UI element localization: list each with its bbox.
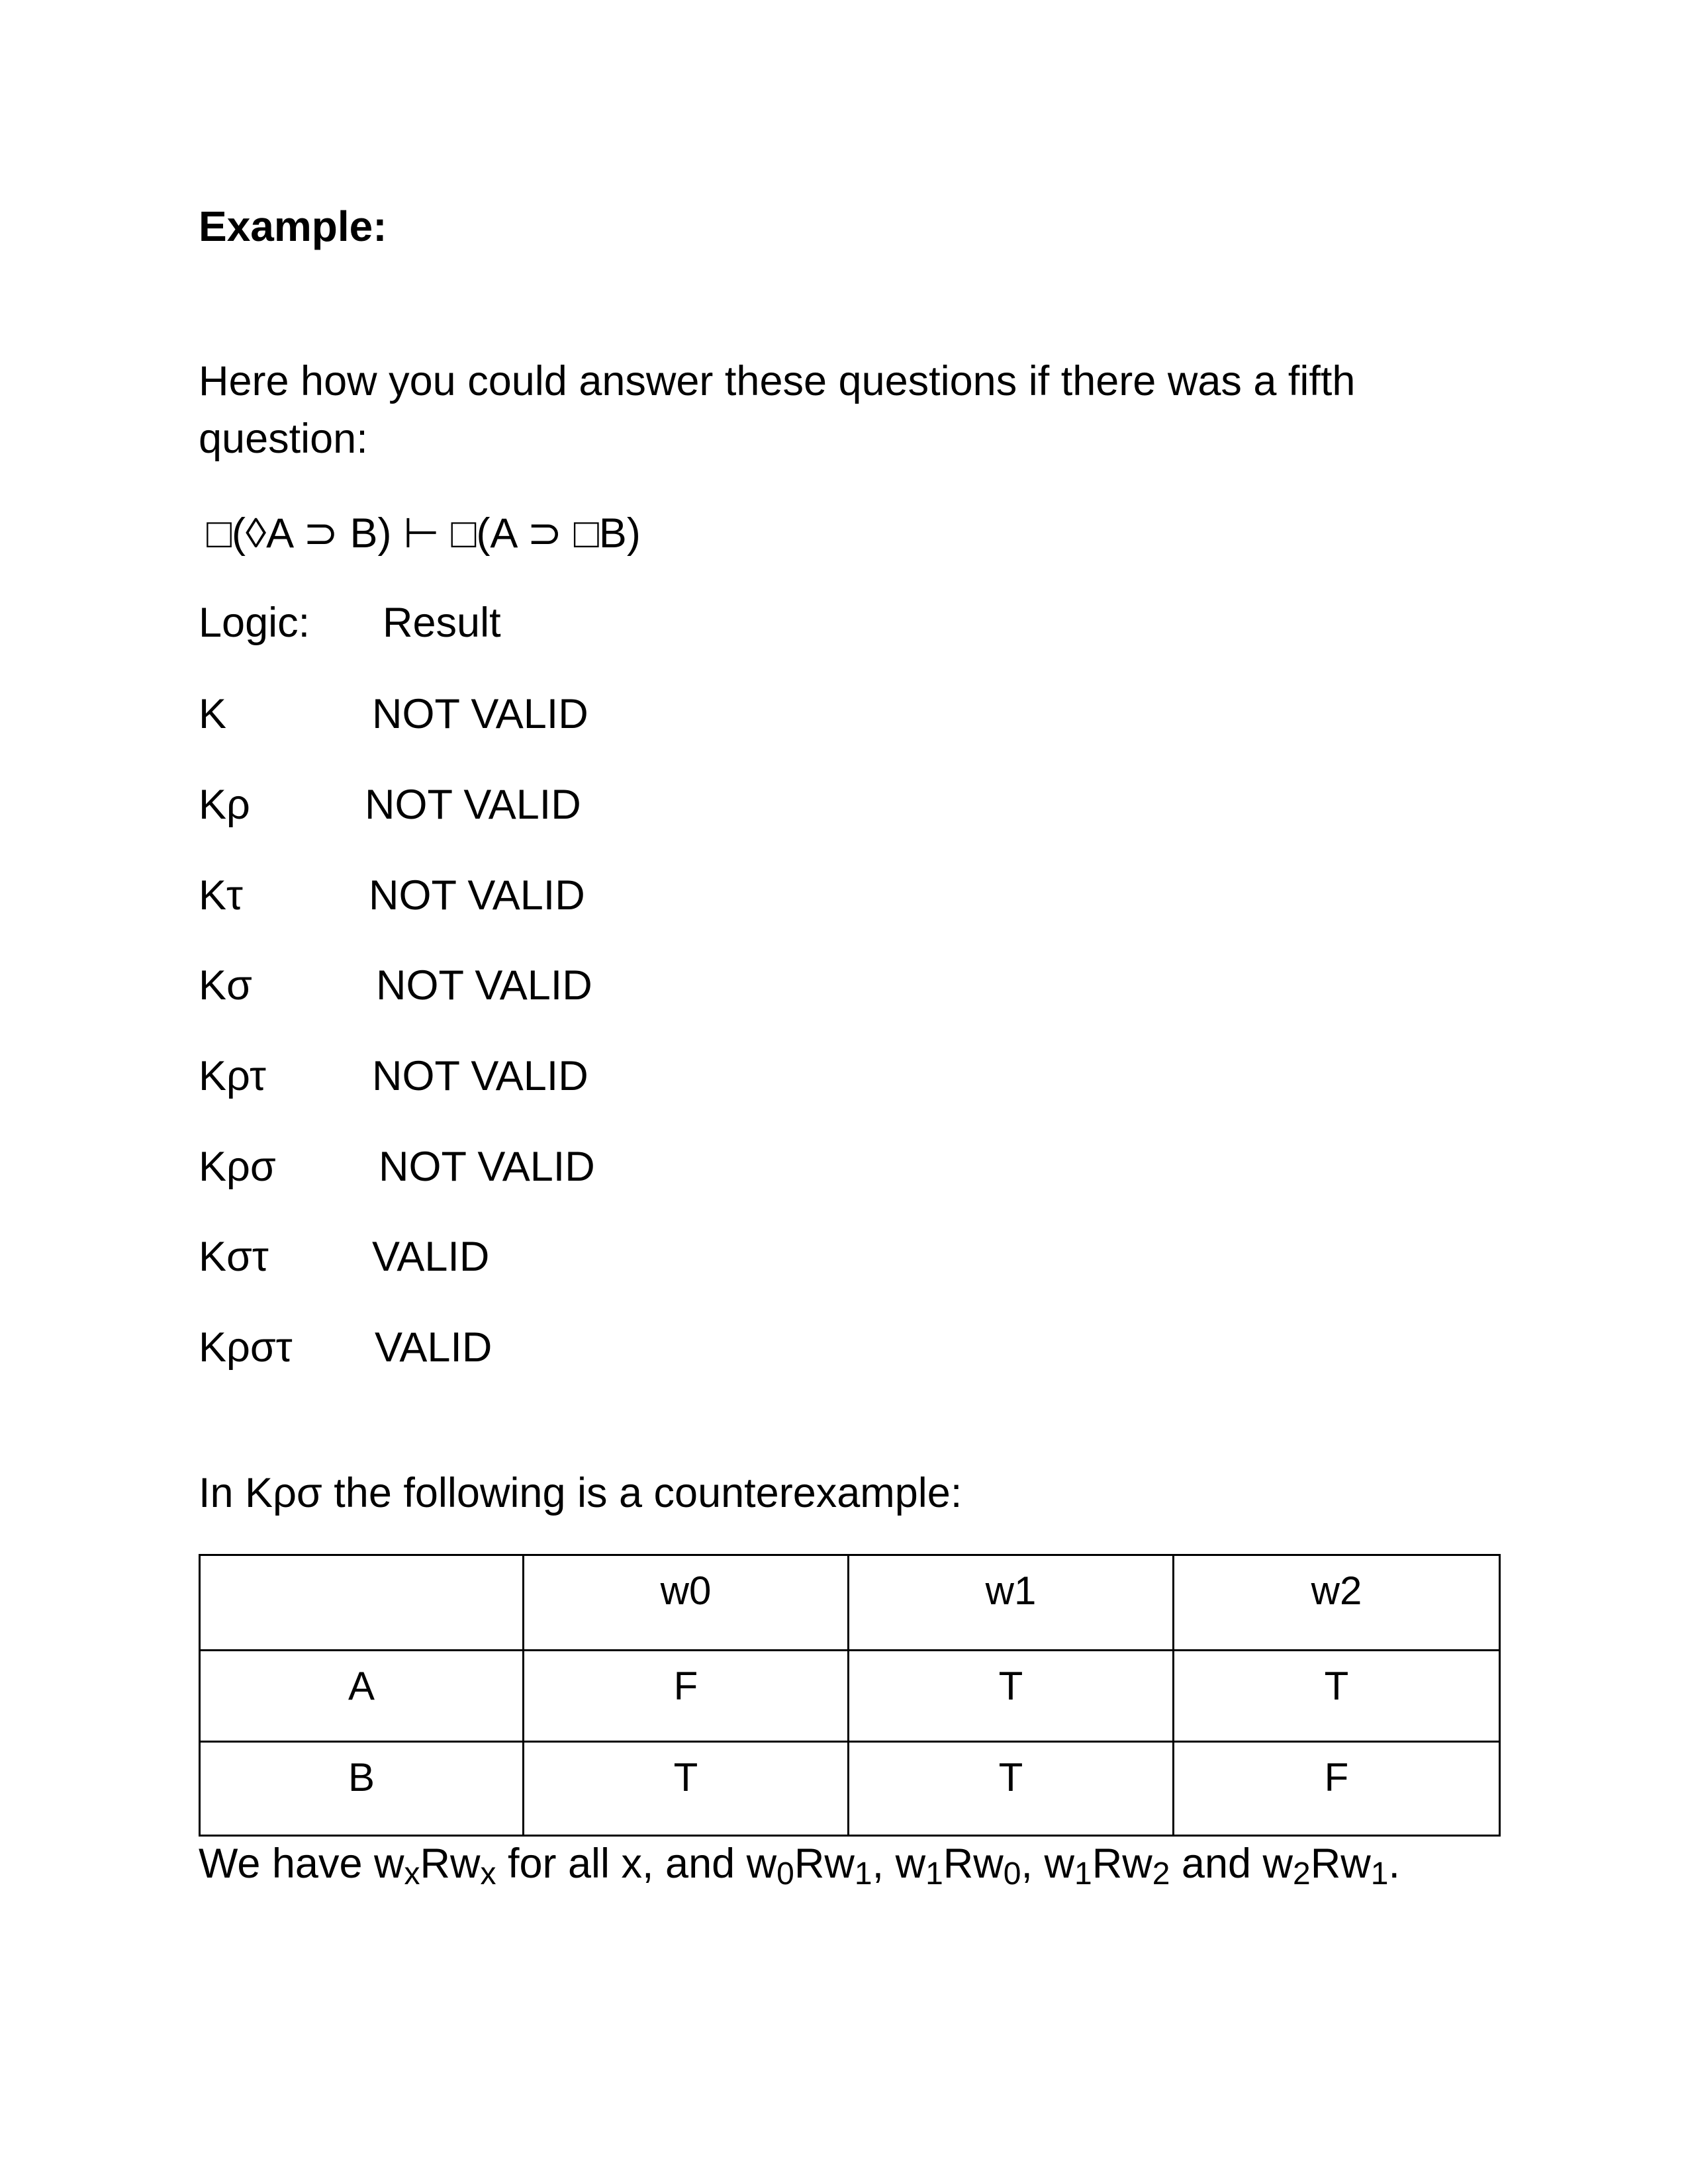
table-row-label: A (200, 1651, 524, 1742)
relation-text: We have w (199, 1841, 404, 1887)
intro-line-2: question: (199, 416, 368, 462)
intro-line-1: Here how you could answer these questions if there was a fifth (199, 358, 1356, 404)
table-header-cell: w0 (524, 1555, 849, 1651)
relation-subscript: 1 (854, 1856, 872, 1891)
relation-text: . (1388, 1841, 1400, 1887)
relation-note (199, 1843, 1400, 1890)
table-cell: F (524, 1651, 849, 1742)
result-value: VALID (375, 1324, 492, 1371)
result-logic: Kρ (199, 782, 250, 828)
table-header-cell: w1 (849, 1555, 1174, 1651)
relation-text: Rw (420, 1841, 481, 1887)
relation-subscript: 2 (1152, 1856, 1170, 1891)
result-value: NOT VALID (372, 1053, 588, 1099)
counterexample-intro: In Kρσ the following is a counterexample: (199, 1470, 962, 1516)
result-logic: K (199, 691, 227, 737)
heading: Example: (199, 203, 387, 250)
results-header-result: Result (383, 600, 501, 646)
relation-text: Rw (1092, 1841, 1152, 1887)
result-logic: Kρστ (199, 1324, 293, 1371)
relation-text: , w (872, 1841, 926, 1887)
result-logic: Kσ (199, 962, 252, 1009)
table-cell: T (849, 1651, 1174, 1742)
relation-text: and w (1170, 1841, 1293, 1887)
result-value: NOT VALID (372, 691, 588, 737)
table-header-row (200, 1555, 1500, 1651)
relation-subscript: 2 (1293, 1856, 1311, 1891)
table-cell: T (849, 1742, 1174, 1836)
table-cell: T (1174, 1651, 1500, 1742)
relation-subscript: 1 (1370, 1856, 1389, 1891)
results-header-logic: Logic: (199, 600, 310, 646)
relation-subscript: x (404, 1856, 420, 1891)
result-value: NOT VALID (369, 872, 585, 919)
result-value: NOT VALID (379, 1144, 595, 1190)
relation-text: , w (1021, 1841, 1075, 1887)
counterexample-table (199, 1554, 1501, 1837)
result-value: NOT VALID (376, 962, 592, 1009)
relation-subscript: x (480, 1856, 496, 1891)
table-row-label: B (200, 1742, 524, 1836)
relation-subscript: 1 (1074, 1856, 1092, 1891)
relation-subscript: 0 (776, 1856, 794, 1891)
table-cell: F (1174, 1742, 1500, 1836)
table-cell (200, 1555, 524, 1651)
formula: □(◊A ⊃ B) ⊢ □(A ⊃ □B) (207, 510, 641, 557)
table-row (200, 1742, 1500, 1836)
relation-text: Rw (943, 1841, 1004, 1887)
relation-subscript: 0 (1003, 1856, 1021, 1891)
result-logic: Kστ (199, 1234, 269, 1280)
table-header-cell: w2 (1174, 1555, 1500, 1651)
result-logic: Kρσ (199, 1144, 276, 1190)
relation-text: Rw (794, 1841, 855, 1887)
relation-text: Rw (1310, 1841, 1371, 1887)
result-value: NOT VALID (365, 782, 581, 828)
result-value: VALID (372, 1234, 490, 1280)
relation-subscript: 1 (925, 1856, 943, 1891)
result-logic: Kτ (199, 872, 243, 919)
table-cell: T (524, 1742, 849, 1836)
relation-text: for all x, and w (496, 1841, 777, 1887)
table-row (200, 1651, 1500, 1742)
result-logic: Kρτ (199, 1053, 266, 1099)
